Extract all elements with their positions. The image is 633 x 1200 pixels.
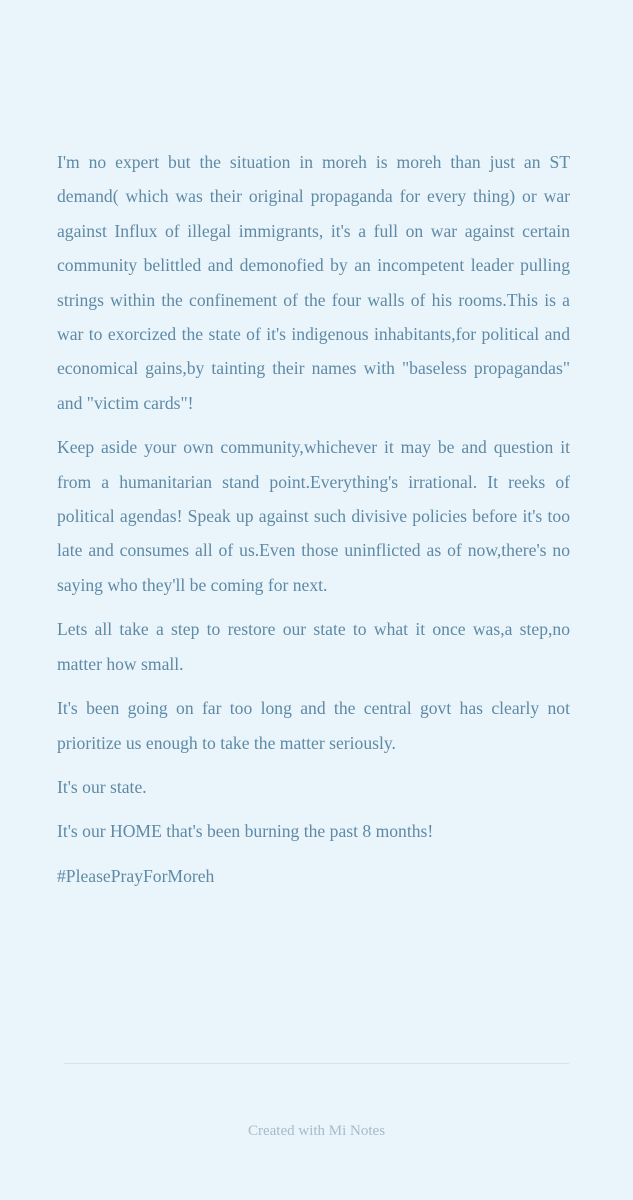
note-hashtag: #PleasePrayForMoreh: [57, 865, 215, 886]
note-paragraph-2: Keep aside your own community,whichever it may be and question it from a humanitarian stand point.Everything's irrational. It reeks of political agendas! Speak up against such divisive policies before it's too late and consumes all of us.Even those uninflicted as of now,there's no saying who they'll be coming for next.: [57, 437, 570, 595]
footer-divider: [64, 1063, 569, 1064]
footer-credit: Created with Mi Notes: [247, 1123, 386, 1139]
note-paragraph-3: Lets all take a step to restore our state to what it once was,a step,no matter how small.: [57, 619, 570, 674]
note-paragraph-5: It's our state.: [57, 776, 147, 797]
note-paragraph-6: It's our HOME that's been burning the past 8 months!: [57, 821, 434, 842]
note-body: [57, 145, 570, 903]
note-paragraph-1: I'm no expert but the situation in moreh is moreh than just an ST demand( which was their original propaganda for every thing) or war against Influx of illegal immigrants, it's a full on war against certain community belittled and demonofied by an incompetent leader pulling strings within the confinement of the four walls of his rooms.This is a war to exorcized the state of it's indigenous inhabitants,for political and economical gains,by tainting their names with "baseless propagandas" and "victim cards"!: [57, 152, 570, 413]
note-paragraph-4: It's been going on far too long and the central govt has clearly not prioritize us enough to take the matter seriously.: [57, 698, 570, 753]
